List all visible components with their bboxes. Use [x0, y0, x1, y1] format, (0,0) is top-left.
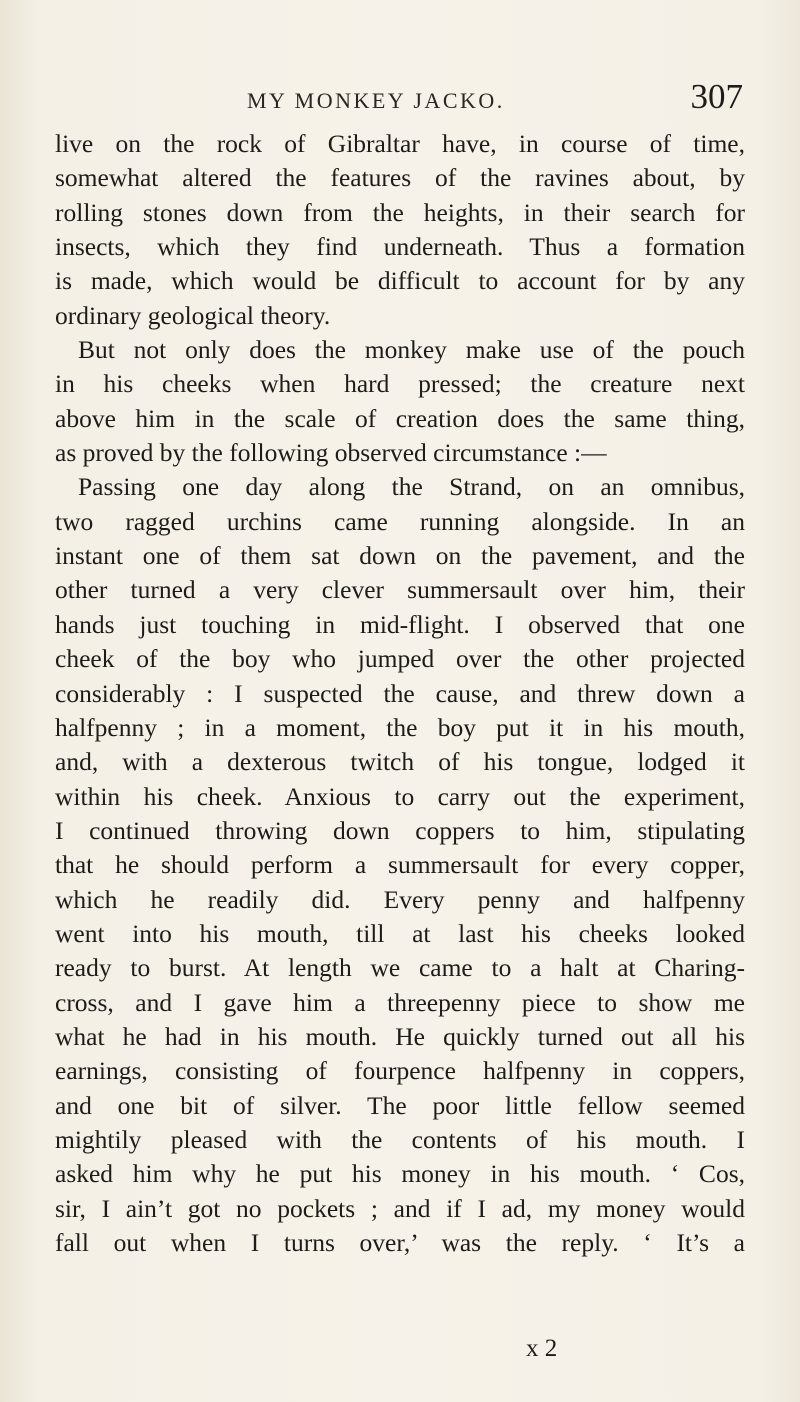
text-line: within his cheek. Anxious to carry out the experiment,: [55, 781, 745, 811]
text-line: somewhat altered the features of the ravines about, by: [55, 163, 745, 193]
text-line: went into his mouth, till at last his cheeks looked: [55, 918, 745, 948]
running-head: [0, 74, 800, 124]
text-line: Passing one day along the Strand, on an omnibus,: [78, 472, 745, 502]
text-line: other turned a very clever summersault over him, their: [55, 575, 745, 605]
text-line: as proved by the following observed circumstance :—: [55, 438, 607, 468]
text-line: earnings, consisting of fourpence halfpenny in coppers,: [55, 1056, 745, 1086]
text-line: rolling stones down from the heights, in their search for: [55, 197, 745, 227]
text-line: two ragged urchins came running alongside. In an: [55, 506, 745, 536]
text-line: cheek of the boy who jumped over the other projected: [55, 644, 745, 674]
text-line: instant one of them sat down on the pavement, and the: [55, 541, 745, 571]
text-line: and one bit of silver. The poor little fellow seemed: [55, 1090, 745, 1120]
text-line: halfpenny ; in a moment, the boy put it in his mouth,: [55, 712, 745, 742]
text-line: hands just touching in mid-flight. I observed that one: [55, 609, 745, 639]
text-line: ready to burst. At length we came to a halt at Charing-: [55, 953, 745, 983]
running-title: MY MONKEY JACKO.: [247, 88, 505, 113]
page-number: 307: [690, 77, 743, 116]
text-line: and, with a dexterous twitch of his tongue, lodged it: [55, 747, 745, 777]
text-line: asked him why he put his money in his mouth. ‘ Cos,: [55, 1159, 745, 1189]
text-line: considerably : I suspected the cause, and threw down a: [55, 678, 745, 708]
text-line: is made, which would be difficult to account for by any: [55, 266, 745, 296]
text-line: sir, I ain’t got no pockets ; and if I ad, my money would: [55, 1193, 745, 1223]
text-line: what he had in his mouth. He quickly turned out all his: [55, 1021, 745, 1051]
text-line: insects, which they find underneath. Thus a formation: [55, 232, 745, 262]
text-line: mightily pleased with the contents of his mouth. I: [55, 1124, 745, 1154]
text-line: ordinary geological theory.: [55, 300, 331, 330]
text-line: above him in the scale of creation does the same thing,: [55, 403, 745, 433]
text-line: cross, and I gave him a threepenny piece to show me: [55, 987, 745, 1017]
text-line: live on the rock of Gibraltar have, in course of time,: [55, 129, 745, 158]
text-line: I continued throwing down coppers to him, stipulating: [55, 815, 745, 845]
text-line: which he readily did. Every penny and halfpenny: [55, 884, 745, 914]
body-text: [55, 127, 745, 1260]
signature-mark: x 2: [526, 1335, 558, 1362]
text-line: that he should perform a summersault for every copper,: [55, 850, 745, 880]
text-line: fall out when I turns over,’ was the reply. ‘ It’s a: [55, 1228, 745, 1257]
text-line: in his cheeks when hard pressed; the creature next: [55, 369, 745, 399]
text-line: But not only does the monkey make use of the pouch: [78, 335, 745, 365]
